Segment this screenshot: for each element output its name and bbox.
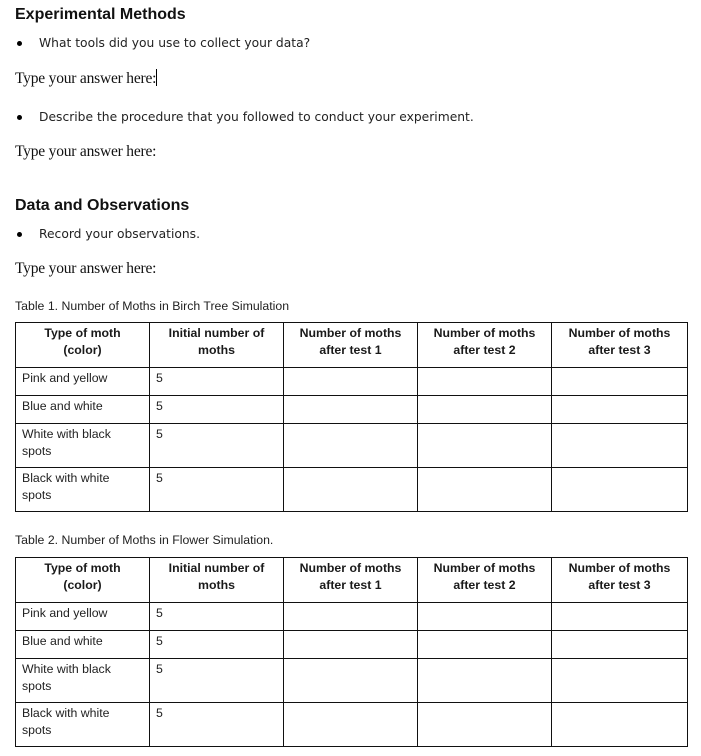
- question-prompt: Describe the procedure that you followed to conduct your experiment.: [39, 110, 474, 124]
- cell-test2[interactable]: [418, 424, 552, 468]
- section-heading-observations: Data and Observations: [15, 197, 190, 214]
- cell-test3[interactable]: [552, 659, 688, 703]
- question-prompt: Record your observations.: [39, 227, 200, 241]
- table-header-row: [16, 558, 688, 603]
- bullet-icon: [17, 232, 22, 237]
- table-flower: [15, 557, 688, 747]
- cell-test1[interactable]: [284, 396, 418, 424]
- cell-initial[interactable]: 5: [150, 631, 284, 659]
- question-observations: [15, 227, 200, 241]
- answer-field-tools[interactable]: [15, 69, 157, 88]
- table-row: [16, 424, 688, 468]
- header-test3: Number of moths after test 3: [552, 323, 688, 368]
- table-row: [16, 368, 688, 396]
- cell-type: Pink and yellow: [16, 603, 150, 631]
- cell-test3[interactable]: [552, 368, 688, 396]
- cell-test2[interactable]: [418, 396, 552, 424]
- cell-test3[interactable]: [552, 468, 688, 512]
- cell-test3[interactable]: [552, 396, 688, 424]
- cell-test1[interactable]: [284, 368, 418, 396]
- section-heading-methods: Experimental Methods: [15, 6, 186, 23]
- table-row: [16, 603, 688, 631]
- cell-test3[interactable]: [552, 703, 688, 747]
- cell-type: Black with white spots: [16, 703, 150, 747]
- cell-type: White with black spots: [16, 424, 150, 468]
- question-procedure: [15, 110, 474, 124]
- cell-test3[interactable]: [552, 603, 688, 631]
- cell-test2[interactable]: [418, 603, 552, 631]
- header-initial: Initial number of moths: [150, 323, 284, 368]
- header-test1: Number of moths after test 1: [284, 558, 418, 603]
- cell-test1[interactable]: [284, 703, 418, 747]
- header-test2: Number of moths after test 2: [418, 323, 552, 368]
- cell-type: Blue and white: [16, 396, 150, 424]
- header-initial: Initial number of moths: [150, 558, 284, 603]
- bullet-icon: [17, 115, 22, 120]
- cell-test2[interactable]: [418, 631, 552, 659]
- cell-test3[interactable]: [552, 424, 688, 468]
- cell-initial[interactable]: 5: [150, 424, 284, 468]
- table-caption-birch: Table 1. Number of Moths in Birch Tree Simulation: [15, 299, 290, 313]
- cell-test1[interactable]: [284, 603, 418, 631]
- cell-test1[interactable]: [284, 631, 418, 659]
- answer-label: Type your answer here:: [15, 143, 157, 160]
- header-type: Type of moth (color): [16, 558, 150, 603]
- cell-initial[interactable]: 5: [150, 396, 284, 424]
- table-birch-tree: [15, 322, 688, 512]
- cell-initial[interactable]: 5: [150, 603, 284, 631]
- cell-test2[interactable]: [418, 703, 552, 747]
- table-row: [16, 631, 688, 659]
- answer-label: Type your answer here:: [15, 70, 157, 87]
- cell-test2[interactable]: [418, 659, 552, 703]
- header-test2: Number of moths after test 2: [418, 558, 552, 603]
- bullet-icon: [17, 41, 22, 46]
- cell-type: Blue and white: [16, 631, 150, 659]
- table-row: [16, 468, 688, 512]
- question-prompt: What tools did you use to collect your data?: [39, 36, 311, 50]
- header-test3: Number of moths after test 3: [552, 558, 688, 603]
- table-row: [16, 659, 688, 703]
- cell-test1[interactable]: [284, 468, 418, 512]
- cell-type: White with black spots: [16, 659, 150, 703]
- cell-test1[interactable]: [284, 424, 418, 468]
- table-row: [16, 703, 688, 747]
- cell-test1[interactable]: [284, 659, 418, 703]
- table-caption-flower: Table 2. Number of Moths in Flower Simulation.: [15, 533, 274, 547]
- cell-initial[interactable]: 5: [150, 468, 284, 512]
- cell-test2[interactable]: [418, 468, 552, 512]
- table-header-row: [16, 323, 688, 368]
- table-row: [16, 396, 688, 424]
- question-tools: [15, 36, 310, 50]
- cell-type: Black with white spots: [16, 468, 150, 512]
- header-type: Type of moth (color): [16, 323, 150, 368]
- cell-test3[interactable]: [552, 631, 688, 659]
- answer-field-procedure[interactable]: [15, 143, 156, 161]
- cell-initial[interactable]: 5: [150, 368, 284, 396]
- cell-initial[interactable]: 5: [150, 703, 284, 747]
- answer-label: Type your answer here:: [15, 260, 157, 277]
- header-test1: Number of moths after test 1: [284, 323, 418, 368]
- cell-test2[interactable]: [418, 368, 552, 396]
- cell-type: Pink and yellow: [16, 368, 150, 396]
- answer-field-observations[interactable]: [15, 260, 156, 278]
- cell-initial[interactable]: 5: [150, 659, 284, 703]
- text-cursor: [156, 69, 157, 86]
